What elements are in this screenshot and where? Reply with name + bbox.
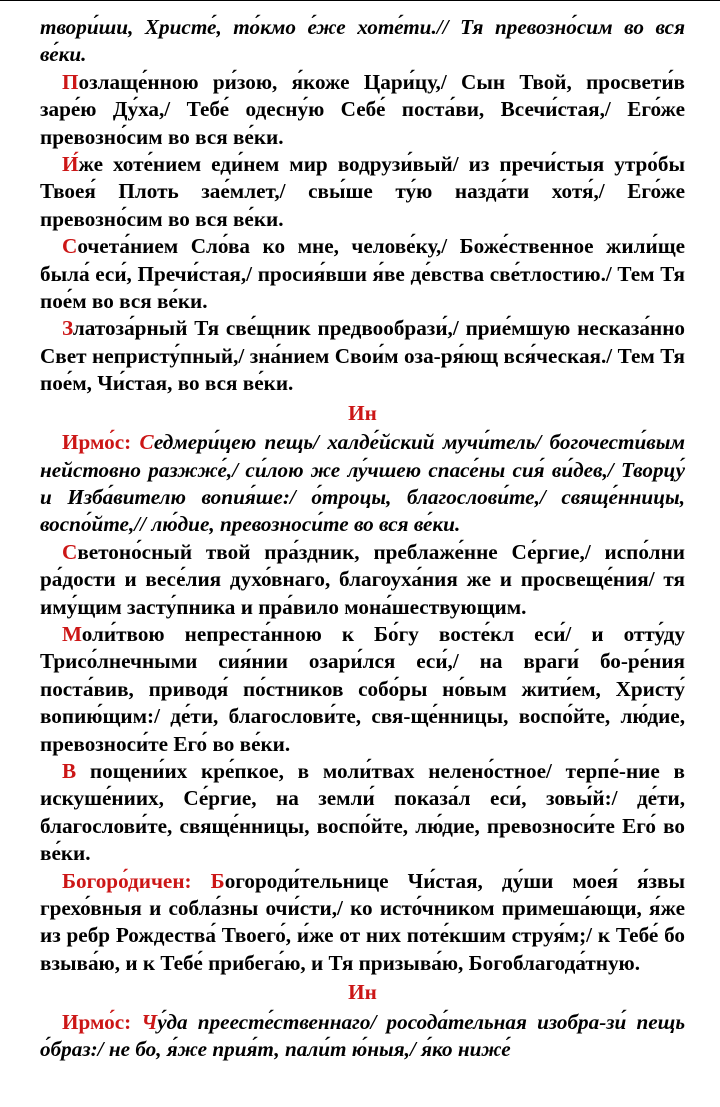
theotokion-label: Богоро́дичен: bbox=[62, 868, 211, 893]
drop-initial: З bbox=[62, 316, 73, 341]
section-heading: Ин bbox=[348, 400, 377, 425]
irmos-text: у́да преесте́ственнаго/ росода́тельная изобра-зи́ пещь о́браз:/ не бо, я́же прия́т, пали́т ю́ныя,/ я́ко ниже́ bbox=[40, 1009, 685, 1062]
troparion-text: ветоно́сный твой пра́здник, преблаже́нне Се́ргие,/ испо́лни ра́дости и весе́лия духо́внаго, благоуха́ния же и просвеще́ния/ тя иму́щим засту́пника и пра́вило мона́шествующим. bbox=[40, 539, 685, 619]
troparion-5 bbox=[40, 539, 685, 621]
paragraph-continued: твори́ши, Христе́, то́кмо е́же хоте́ти.// Тя превозно́сим во вся ве́ки. bbox=[40, 15, 685, 67]
troparion-text: очета́нием Сло́ва ко мне, челове́ку,/ Боже́ственное жили́ще была́ еси́, Пречи́стая,/ просия́вши я́ве де́вства све́тлостию./ Тем Тя пое́м во вся ве́ки. bbox=[40, 234, 685, 314]
drop-initial: И bbox=[62, 152, 79, 177]
drop-initial: Б bbox=[210, 868, 225, 893]
irmos-1 bbox=[40, 429, 685, 539]
troparion-text: пощени́их кре́пкое, в моли́твах нелено́стное/ терпе́-ние в искуше́ниих, Се́ргие, на земли́ показа́л еси́, зовы́й:/ де́ти, благослови́те, свяще́нницы, воспо́йте, лю́дие, превозноси́те Его́ во ве́ки. bbox=[40, 758, 685, 866]
troparion-text: озлаще́нною ри́зою, я́коже Цари́цу,/ Сын Твой, просвети́в заре́ю Ду́ха,/ Тебе́ одесну́ю Себе́ поста́ви, Всечи́стая,/ Его́же превозно́сим во вся ве́ки. bbox=[40, 69, 685, 149]
drop-initial: П bbox=[62, 69, 79, 94]
irmos-text: едмери́цею пещь/ халде́йский мучи́тель/ богочести́вым нейстовно разжже́,/ си́лою же лу́чшею спасе́ны сия́ ви́дев,/ Творцу́ и Изба́вителю вопия́ше:/ о́троцы, благослови́те,/ свяще́нницы, воспо́йте,// лю́дие, превозноси́те во вся ве́ки. bbox=[40, 430, 685, 537]
theotokion-text: огороди́тельнице Чи́стая, ду́ши моея́ я́звы грехо́вныя и собла́зны очи́сти,/ ко исто́чником примеша́ющи, я́же из ребр Рождества́ Твоего́, и́же от них поте́кшим струя́м;/ к Тебе́ бо взыва́ю, и к Тебе́ прибега́ю, и Тя призыва́ю, Богоблагода́тную. bbox=[40, 868, 685, 975]
drop-initial: М bbox=[62, 621, 82, 646]
drop-initial: В bbox=[62, 758, 77, 783]
section-heading: Ин bbox=[348, 980, 377, 1005]
irmos-label: Ирмо́с: bbox=[62, 1009, 142, 1034]
drop-initial: С bbox=[62, 234, 78, 259]
drop-initial: Ч bbox=[141, 1009, 158, 1034]
troparion-6 bbox=[40, 621, 685, 758]
troparion-4 bbox=[40, 315, 685, 397]
top-edge-rule bbox=[0, 0, 720, 1]
irmos-2 bbox=[40, 1009, 685, 1064]
troparion-text: оли́твою непреста́нною к Бо́гу восте́кл еси́/ и отту́ду Трисо́лнечными сия́нии озари́лся еси́,/ на враги́ бо-ре́ния поста́вив, приводя́ по́стников собо́ры но́вым жити́ем, Христу́ вопию́щим:/ де́ти, благослови́те, свя-ще́нницы, воспо́йте, лю́дие, превозноси́те Его́ во ве́ки. bbox=[40, 621, 685, 756]
theotokion bbox=[40, 868, 685, 978]
troparion-text: ́же хоте́нием еди́нем мир водрузи́вый/ из пречи́стыя утро́бы Твоея́ Плоть зае́млет,/ свы́ше ту́ю назда́ти хотя́,/ Его́же превозно́сим во вся ве́ки. bbox=[40, 152, 685, 231]
troparion-text: латоза́рный Тя све́щник предвообрази́,/ прие́мшую несказа́нно Свет непристу́пный,/ зна́нием Свои́м оза-ря́ющ вся́ческая./ Тем Тя пое́м, Чи́стая, во вся ве́ки. bbox=[40, 316, 685, 396]
drop-initial: С bbox=[139, 430, 154, 455]
troparion-3 bbox=[40, 233, 685, 315]
irmos-label: Ирмо́с: bbox=[62, 430, 140, 455]
text-column bbox=[40, 14, 685, 1063]
troparion-2 bbox=[40, 151, 685, 233]
drop-initial: С bbox=[62, 539, 78, 564]
troparion-1 bbox=[40, 69, 685, 151]
troparion-7 bbox=[40, 758, 685, 868]
